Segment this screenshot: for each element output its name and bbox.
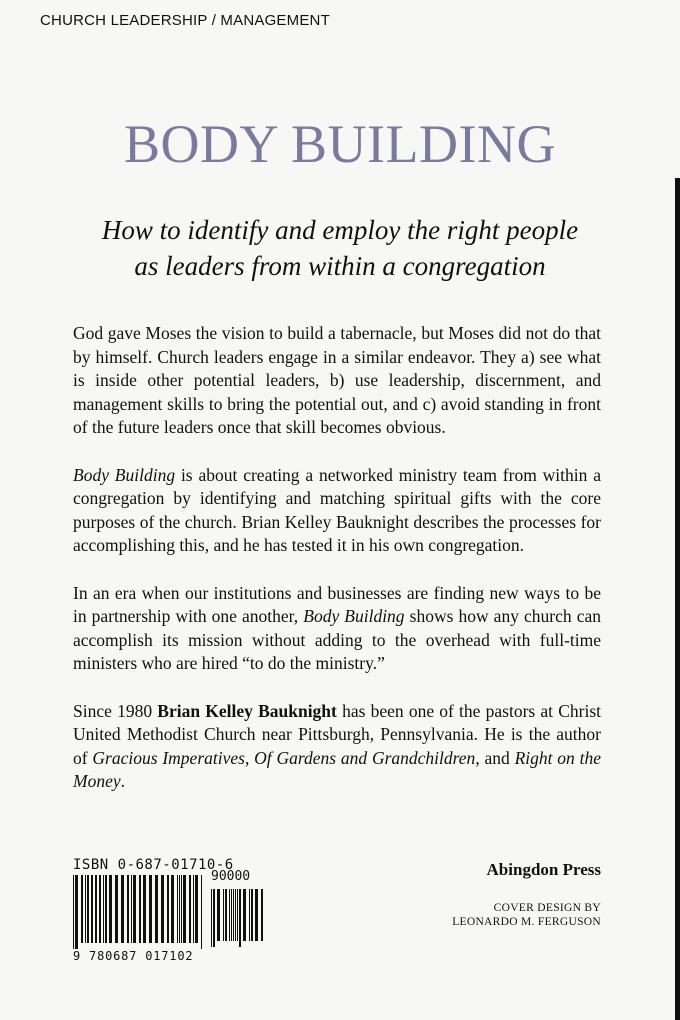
barcode-bar xyxy=(167,875,169,943)
barcode-bar xyxy=(201,875,202,949)
barcode-bar xyxy=(95,875,97,943)
book-reference: Gracious Imperatives xyxy=(92,747,245,768)
barcode-bar xyxy=(251,889,253,941)
barcode-bar xyxy=(193,875,194,943)
barcode-bar xyxy=(99,875,101,943)
barcode-bar xyxy=(225,889,227,941)
barcode-bar xyxy=(155,875,158,943)
barcode-bar xyxy=(87,875,89,943)
barcode-bar xyxy=(239,889,241,947)
barcode-bar xyxy=(189,875,191,943)
separator: , xyxy=(244,747,255,768)
barcode-bar xyxy=(115,875,118,943)
barcode-bar xyxy=(127,875,129,943)
barcode-icon xyxy=(73,875,205,949)
barcode-bar xyxy=(223,889,224,941)
barcode-bar xyxy=(75,875,78,949)
barcode-bar xyxy=(195,875,198,943)
publisher-name: Abingdon Press xyxy=(486,860,601,879)
barcode-bar xyxy=(261,889,263,941)
barcode-bar xyxy=(139,875,141,943)
description-paragraph-2 xyxy=(73,464,601,558)
barcode-bar xyxy=(131,875,132,943)
subtitle-line-1: How to identify and employ the right people xyxy=(101,215,579,245)
barcode-bar xyxy=(179,875,180,943)
barcode-bar xyxy=(105,875,107,943)
barcode-bar xyxy=(231,889,232,941)
barcode-bar xyxy=(85,875,86,943)
barcode-bar xyxy=(217,889,220,941)
barcode-bar xyxy=(171,875,174,943)
barcode-bar xyxy=(121,875,124,943)
barcode-bar xyxy=(73,875,74,949)
barcode-bar xyxy=(243,889,246,941)
isbn-label: ISBN 0-687-01710-6 xyxy=(73,857,234,873)
barcode-bar xyxy=(229,889,230,941)
barcode-bar xyxy=(181,875,182,943)
category-label: CHURCH LEADERSHIP / MANAGEMENT xyxy=(40,12,330,29)
credit-line-1: COVER DESIGN BY xyxy=(493,902,601,914)
spine-edge xyxy=(675,178,680,1020)
paragraph-text: has been one of the pastors at Christ United Methodist Church near Pittsburgh, Pennsylvania. He is the author of xyxy=(73,700,602,768)
description-paragraph-3 xyxy=(73,582,601,676)
barcode-bar xyxy=(161,875,164,943)
author-name: Brian Kelley Bauknight xyxy=(157,700,337,721)
author-bio xyxy=(73,700,601,794)
barcode-bar xyxy=(233,889,234,941)
barcode-bar xyxy=(91,875,93,943)
book-reference: Right on the Money xyxy=(73,747,601,791)
book-subtitle xyxy=(0,212,680,284)
paragraph-text: is about creating a networked ministry team from within a congregation by identifying and matching spiritual gifts with the core purposes of the church. Brian Kelley Bauknight describes the processes for accomplishing this, and he has tested it in his own congregation. xyxy=(73,464,602,555)
barcode-bar xyxy=(237,889,238,941)
barcode-bar xyxy=(255,889,258,941)
barcode-bar xyxy=(213,889,215,947)
paragraph-text: Since 1980 xyxy=(73,700,158,721)
barcode-bar xyxy=(109,875,112,943)
book-reference: Of Gardens and Grandchildren xyxy=(254,747,476,768)
description xyxy=(73,322,601,818)
price-code: 90000 xyxy=(211,869,251,884)
barcode-bar xyxy=(249,889,250,941)
barcode-bar xyxy=(211,889,212,947)
cover-credits xyxy=(452,901,601,929)
credit-line-2: LEONARDO M. FERGUSON xyxy=(452,916,601,928)
addon-barcode-icon xyxy=(211,889,267,947)
barcode-bar xyxy=(235,889,236,941)
paragraph-text: shows how any church can accomplish its mission without adding to the overhead with full-time ministers who are hired “to do the ministry.” xyxy=(73,606,601,673)
description-paragraph-1: God gave Moses the vision to build a tabernacle, but Moses did not do that by himself. Church leaders engage in a similar endeavor. They a) see what is inside other potential leaders, b) use leadership, discernment, and management skills to bring the potential out, and c) avoid standing in front of the future leaders once that skill becomes obvious. xyxy=(73,323,601,437)
barcode-bar xyxy=(133,875,136,943)
barcode-block xyxy=(73,857,273,967)
barcode-bar xyxy=(81,875,83,943)
paragraph-text: In an era when our institutions and businesses are finding new ways to be in partnership with one another, xyxy=(73,582,601,626)
separator: , and xyxy=(475,747,515,768)
title-reference: Body Building xyxy=(303,606,405,626)
barcode-bar xyxy=(149,875,152,943)
barcode-bar xyxy=(143,875,146,943)
separator: . xyxy=(120,771,125,791)
barcode-bar xyxy=(177,875,178,943)
barcode-bar xyxy=(103,875,104,943)
book-title: BODY BUILDING xyxy=(124,114,556,174)
barcode-bar xyxy=(183,875,186,943)
title-reference: Body Building xyxy=(73,464,176,485)
subtitle-line-2: as leaders from within a congregation xyxy=(134,251,546,281)
barcode-digits: 9 780687 017102 xyxy=(73,949,194,963)
